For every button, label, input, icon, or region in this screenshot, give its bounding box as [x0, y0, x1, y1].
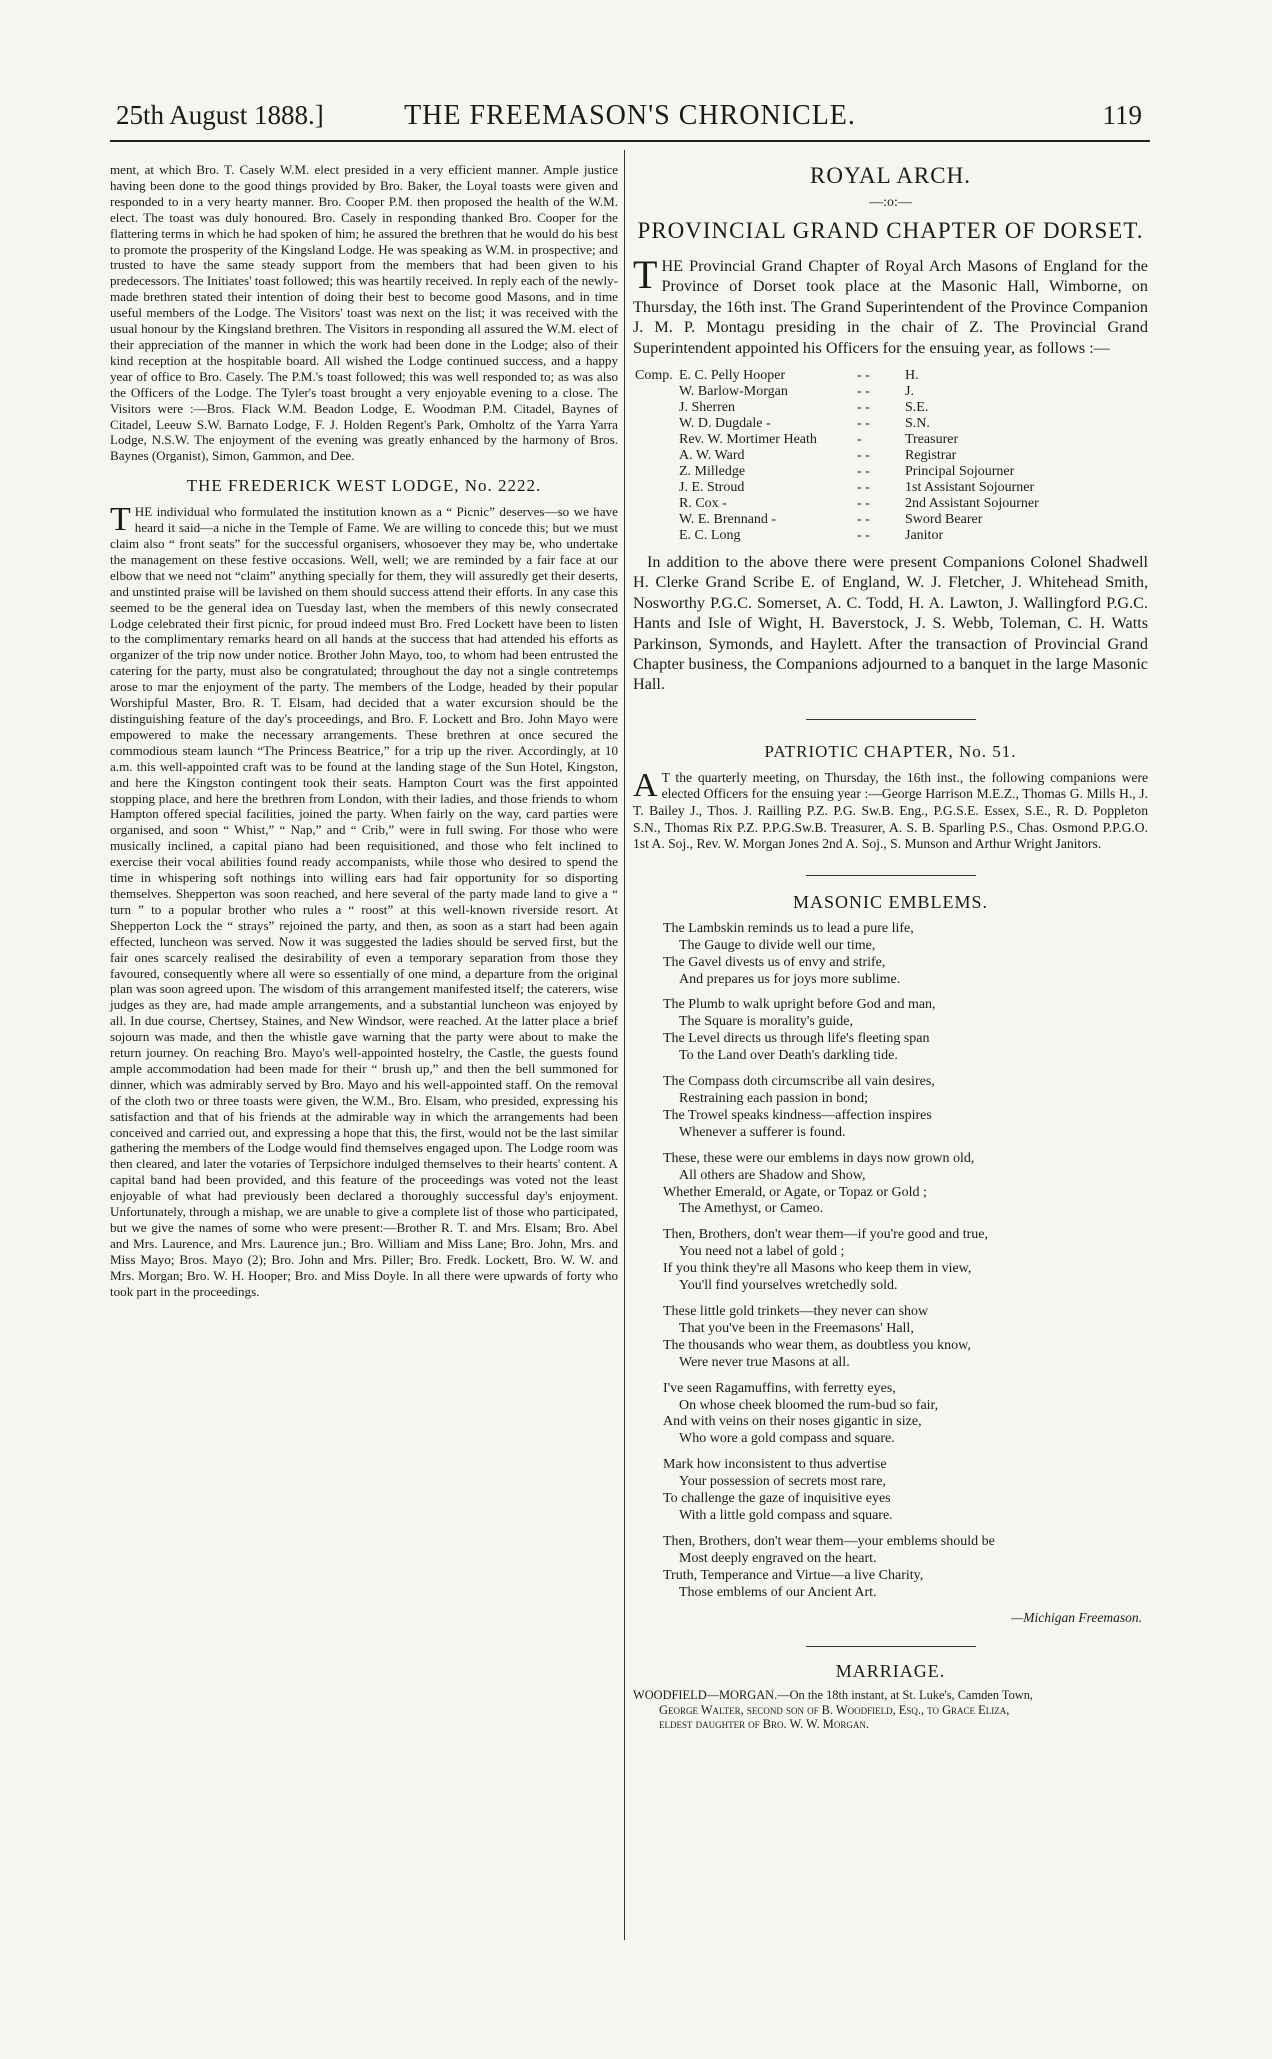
poem-line: And prepares us for joys more sublime.: [679, 971, 901, 987]
officers-table: [635, 368, 1039, 544]
officer-dots: - -: [857, 368, 870, 384]
drop-cap: T: [110, 501, 131, 539]
officer-office: Janitor: [905, 528, 944, 544]
royal-arch-heading: ROYAL ARCH.: [810, 163, 971, 188]
officer-name: R. Cox -: [679, 496, 727, 512]
officer-row: [635, 448, 1039, 464]
officer-office: Treasurer: [905, 432, 959, 448]
left-column: [110, 162, 618, 1300]
officer-office: Principal Sojourner: [905, 464, 1015, 480]
pgc-intro-text: HE Provincial Grand Chapter of Royal Arch Masons of England for the Province of Dorset took place at the Masonic Hall, Wimborne, on Thursday, the 16th inst. The Grand Superintendent of the Province Companion J. M. P. Montagu presiding in the chair of Z. The Provincial Grand Superintendent appointed his Officers for the ensuing year, as follows :—: [633, 257, 1148, 357]
officer-name: J. Sherren: [679, 400, 735, 416]
poem-line: Then, Brothers, don't wear them—if you're good and true,: [663, 1227, 989, 1243]
officer-name: W. D. Dugdale -: [679, 416, 771, 432]
poem-line: Who wore a gold compass and square.: [679, 1431, 895, 1447]
pgc-intro: [633, 252, 1148, 358]
poem-stanza: [663, 997, 1148, 1065]
poem-line: These little gold trinkets—they never can show: [663, 1303, 929, 1319]
officer-prefix: [635, 400, 679, 416]
page-number: 119: [1102, 100, 1142, 130]
poem-line: The Trowel speaks kindness—affection inspires: [663, 1107, 932, 1123]
issue-date: 25th August 1888.]: [116, 100, 324, 130]
poem-line: Those emblems of our Ancient Art.: [679, 1584, 877, 1600]
patriotic-chapter-text: T the quarterly meeting, on Thursday, the 16th inst., the following companions were elected Officers for the ensuing year :—George Harrison M.E.Z., Thomas G. Mills H., J. T. Bailey J., Thos. J. Railling P.Z. P.G. Sw.B. Eng., P.G.S.E. Essex, S.E., R. D. Poppleton S.N., Thomas Rix P.Z. P.P.G.Sw.B. Treasurer, A. S. B. Sparling P.S., Chas. Osmond P.P.G.O. 1st A. Soj., Rev. W. Morgan Jones 2nd A. Soj., S. Munson and Arthur Wright Janitors.: [633, 769, 1148, 852]
officer-prefix: [635, 480, 679, 496]
officer-row: [635, 368, 1039, 384]
poem-line: Were never true Masons at all.: [679, 1354, 850, 1370]
officer-office: 2nd Assistant Sojourner: [905, 496, 1039, 512]
marriage-line: George Walter, second son of B. Woodfield, Esq., to Grace Eliza,: [659, 1702, 1010, 1717]
poem-line: Your possession of secrets most rare,: [679, 1474, 886, 1490]
page-header: [110, 96, 1150, 142]
officer-dots: - -: [857, 400, 870, 416]
poem-line: The Amethyst, or Cameo.: [679, 1201, 824, 1217]
provincial-grand-chapter-heading: PROVINCIAL GRAND CHAPTER OF DORSET.: [637, 218, 1144, 243]
pgc-companions-present: In addition to the above there were present Companions Colonel Shadwell H. Clerke Grand Scribe E. of England, W. J. Fletcher, J. Whitehead Smith, Nosworthy P.G.C. Somerset, A. C. Todd, H. A. Lawton, J. Wallingford P.G.C. Hants and Isle of Wight, H. Baverstock, J. S. Webb, Toleman, C. H. Watts Parkinson, Symonds, and Haylett. After the transaction of Provincial Grand Chapter business, the Companions adjourned to a banquet in the large Masonic Hall.: [633, 553, 1148, 694]
officer-dots: -: [857, 432, 862, 448]
poem-line: You'll find yourselves wretchedly sold.: [679, 1278, 898, 1294]
poem-stanza: [663, 1457, 1148, 1525]
officer-row: [635, 384, 1039, 400]
frederick-west-text: HE individual who formulated the institution known as a “ Picnic” deserves—so we have heard it said—a niche in the Temple of Fame. We are willing to concede this; but we must claim also “ front seats” for the successful organisers, whosoever they may be, who undertake the management on these festive occasions. Well, well; we are reminded by a fair face at our elbow that we need not “claim” anything specially for them, they will assuredly get their deserts, and unstinted praise will be lavished on them should success attend their efforts. In any case this seemed to be the general idea on Tuesday last, when the members of this newly consecrated Lodge celebrated their first picnic, for proud indeed must Bro. Fred Lockett have been to listen to the complimentary remarks heard on all hands at the success that had attended his efforts as organizer of the trip now under notice. Brother John Mayo, too, to whom had been entrusted the catering for the party, must also be congratulated; throughout the day not a single contretemps arose to mar the enjoyment of the party. The members of the Lodge, headed by their popular Worshipful Master, Bro. R. T. Elsam, had decided that a water excursion should be the distinguishing feature of the day's proceedings, and Bro. F. Lockett and Bro. John Mayo were empowered to make the necessary arrangements. These brethren at once secured the commodious steam launch “The Princess Beatrice,” for a trip up the river. Accordingly, at 10 a.m. this well-appointed craft was to be found at the landing stage of the Sun Hotel, Kingston, and here the Kingston contingent took their seats. Hampton Court was the first appointed stopping place, and here the brethren from London, with their ladies, and those friends to whom Hampton offered special facilities, joined the party. When fairly on the way, card parties were organised, and soon “ Whist,” “ Nap,” and “ Crib,” were in full swing. For those who were musically inclined, a capital piano had been requisitioned, and those who felt inclined to exercise their vocal abilities found ready accompanists, while those who desired to spend the time in whispering soft nothings into willing ears had fair opportunity for so disporting themselves. Shepperton was soon reached, and here several of the party made land to give a “ turn ” to a popular brother who rules a “ roost” at this well-known riverside resort. At Shepperton Lock the “ strays” rejoined the party, and then, as soon as a start had been again effected, luncheon was served. Now it was suggested the ladies should be served first, but the fair ones scarcely realised the desirability of even a temporary separation from those they favoured, consequently where all were so essentially of one mind, a departure from the original plan was soon agreed upon. The wisdom of this arrangement manifested itself; the caterers, wise judges as they are, had made ample arrangements, and a substantial luncheon was enjoyed by all. In due course, Chertsey, Staines, and New Windsor, were reached. At the latter place a brief sojourn was made, and then the whistle gave warning that the party were about to make the return journey. On reaching Bro. Mayo's well-appointed hostelry, the Castle, the guests found ample accommodation had been made for their “ brush up,” and then the bell summoned for dinner, which was admirably served by Bro. Mayo and his well-appointed staff. On the removal of the cloth two or three toasts were given, the W.M., Bro. Elsam, who presided, expressing his satisfaction and that of his friends at the admirable way in which the arrangements had been conceived and carried out, and expressing a hope that this, the first, would not be the last similar gathering the members of the Lodge would find themselves engaged upon. The Lodge room was then cleared, and later the votaries of Terpsichore indulged themselves to their hearts' content. A capital band had been provided, and this feature of the proceedings was voted not the least enjoyable of what had previously been declared a thoroughly successful day's enjoyment. Unfortunately, through a mishap, we are unable to give a complete list of those who participated, but we give the names of some who were present:—Brother R. T. and Mrs. Elsam; Bro. Abel and Mrs. Laurence, and Mrs. Laurence jun.; Bro. William and Miss Lane; Bro. John, Mrs. and Miss Mayo; Bros. Mayo (2); Bro. John and Mrs. Piller; Bro. Fredk. Lockett, Bro. W. W. and Mrs. Morgan; Bro. W. H. Hooper; Bro. and Miss Doyle. In all there were upwards of forty who took part in the proceedings.: [110, 504, 618, 1299]
officer-dots: - -: [857, 448, 870, 464]
right-column: [633, 162, 1148, 1731]
poem-line: The Gavel divests us of envy and strife,: [663, 954, 886, 970]
section-rule: [806, 875, 976, 876]
patriotic-chapter-body: [633, 766, 1148, 853]
poem-stanza: [663, 1151, 1148, 1219]
poem-line: Whenever a sufferer is found.: [679, 1124, 846, 1140]
poem-line: Then, Brothers, don't wear them—your emblems should be: [663, 1533, 995, 1549]
kingsland-lodge-continued: ment, at which Bro. T. Casely W.M. elect presided in a very efficient manner. Ample justice having been done to the good things provided by Bro. Baker, the Loyal toasts were given and responded to in a very hearty manner. Bro. Cooper P.M. then proposed the health of the W.M. elect. The toast was duly honoured. Bro. Casely in responding thanked Bro. Cooper for the flattering terms in which he had spoken of him; he assured the brethren that he would do his best to promote the prosperity of the Kingsland Lodge. He was speaking as W.M. in prospective; and trusted to have the same steady support from the members that had been given to his predecessors. The Initiates' toast followed; this was heartily received. In reply each of the newly-made brethren stated their intention of doing their best to become good Masons, and in time useful members of the Lodge. The Visitors' toast was next on the list; it was received with the usual honour by the Kingsland brethren. The Visitors in responding all assured the W.M. elect of their appreciation of the manner in which the work had been done in the Lodge; also of their kind reception at the hospitable board. All wished the Lodge continued success, and a happy year of office to Bro. Casely. The P.M.'s toast followed; this was well responded to; as was also the Officers of the Lodge. The Tyler's toast brought a very enjoyable evening to a close. The Visitors were :—Bros. Flack W.M. Beadon Lodge, E. Woodman P.M. Citadel, Baynes of Citadel, Leeuw S.W. Barnato Lodge, F. J. Holden Regent's Park, Omholtz of the Yarra Yarra Lodge, N.S.W. The enjoyment of the evening was greatly enhanced by the harmony of Bros. Baynes (Organist), Simon, Gammon, and Dee.: [110, 162, 618, 464]
officer-dots: - -: [857, 496, 870, 512]
officer-prefix: [635, 416, 679, 432]
officer-office: S.E.: [905, 400, 929, 416]
poem-line: The Gauge to divide well our time,: [679, 937, 876, 953]
patriotic-chapter-title: PATRIOTIC CHAPTER, No. 51.: [764, 741, 1017, 761]
officer-name: W. E. Brennand -: [679, 512, 777, 528]
poem-line: The Square is morality's guide,: [679, 1014, 853, 1030]
officer-row: [635, 464, 1039, 480]
column-divider: [624, 150, 625, 1940]
poem-line: To challenge the gaze of inquisitive eyes: [663, 1491, 891, 1507]
officer-prefix: [635, 384, 679, 400]
masonic-emblems-poem: [663, 921, 1148, 1602]
officer-prefix: [635, 432, 679, 448]
officer-name: W. Barlow-Morgan: [679, 384, 788, 400]
section-rule: [806, 719, 976, 720]
poem-line: All others are Shadow and Show,: [679, 1167, 866, 1183]
officer-name: E. C. Long: [679, 528, 741, 544]
drop-cap: A: [633, 766, 658, 804]
poem-line: The Level directs us through life's fleeting span: [663, 1031, 930, 1047]
poem-line: The Compass doth circumscribe all vain desires,: [663, 1074, 935, 1090]
poem-line: The Plumb to walk upright before God and man,: [663, 997, 936, 1013]
officer-office: Sword Bearer: [905, 512, 983, 528]
marriage-title: MARRIAGE.: [835, 1661, 946, 1682]
officer-prefix: [635, 448, 679, 464]
officer-dots: - -: [857, 512, 870, 528]
officer-prefix: [635, 512, 679, 528]
poem-line: The thousands who wear them, as doubtless you know,: [663, 1337, 971, 1353]
officer-dots: - -: [857, 480, 870, 496]
masonic-emblems-title: MASONIC EMBLEMS.: [792, 891, 989, 912]
poem-line: If you think they're all Masons who keep them in view,: [663, 1261, 972, 1277]
officer-prefix: Comp.: [635, 368, 673, 384]
poem-line: I've seen Ragamuffins, with ferretty eyes,: [663, 1380, 896, 1396]
officer-row: [635, 432, 1039, 448]
officer-name: Rev. W. Mortimer Heath: [679, 432, 817, 448]
poem-stanza: [663, 1074, 1148, 1142]
poem-stanza: [663, 921, 1148, 989]
poem-line: Mark how inconsistent to thus advertise: [663, 1457, 887, 1473]
poem-line: Most deeply engraved on the heart.: [679, 1550, 877, 1566]
officer-office: H.: [905, 368, 919, 384]
poem-line: You need not a label of gold ;: [679, 1244, 845, 1260]
poem-line: And with veins on their noses gigantic in size,: [663, 1414, 922, 1430]
officer-prefix: [635, 528, 679, 544]
poem-line: Whether Emerald, or Agate, or Topaz or Gold ;: [663, 1184, 927, 1200]
publication-title: THE FREEMASON'S CHRONICLE.: [404, 100, 856, 131]
marriage-line: WOODFIELD—MORGAN.—On the 18th instant, at St. Luke's, Camden Town,: [633, 1688, 1034, 1703]
section-separator: —:o:—: [869, 195, 912, 210]
officer-row: [635, 496, 1039, 512]
officer-dots: - -: [857, 416, 870, 432]
officer-row: [635, 528, 1039, 544]
poem-line: The Lambskin reminds us to lead a pure life,: [663, 920, 914, 936]
officer-prefix: [635, 464, 679, 480]
poem-stanza: [663, 1534, 1148, 1602]
officer-name: Z. Milledge: [679, 464, 746, 480]
frederick-west-lodge-body: [110, 501, 618, 1299]
drop-cap: T: [633, 252, 658, 297]
poem-line: With a little gold compass and square.: [679, 1507, 893, 1523]
poem-stanza: [663, 1381, 1148, 1449]
officer-office: Registrar: [905, 448, 957, 464]
officer-office: 1st Assistant Sojourner: [905, 480, 1035, 496]
officer-prefix: [635, 496, 679, 512]
poem-line: To the Land over Death's darkling tide.: [679, 1048, 898, 1064]
officer-office: S.N.: [905, 416, 930, 432]
officer-row: [635, 400, 1039, 416]
officer-row: [635, 416, 1039, 432]
poem-attribution: —Michigan Freemason.: [1011, 1610, 1142, 1626]
officer-dots: - -: [857, 528, 870, 544]
officer-row: [635, 512, 1039, 528]
poem-stanza: [663, 1304, 1148, 1372]
poem-line: Truth, Temperance and Virtue—a live Charity,: [663, 1567, 924, 1583]
poem-line: On whose cheek bloomed the rum-bud so fair,: [679, 1397, 939, 1413]
officer-office: J.: [905, 384, 914, 400]
officer-name: J. E. Stroud: [679, 480, 745, 496]
officer-name: E. C. Pelly Hooper: [679, 368, 786, 384]
marriage-line: eldest daughter of Bro. W. W. Morgan.: [659, 1716, 869, 1731]
officer-dots: - -: [857, 384, 870, 400]
section-rule: [806, 1646, 976, 1647]
frederick-west-lodge-title: THE FREDERICK WEST LODGE, No. 2222.: [186, 476, 542, 496]
marriage-notice: [633, 1688, 1148, 1731]
officer-name: A. W. Ward: [679, 448, 745, 464]
poem-line: Restraining each passion in bond;: [679, 1091, 868, 1106]
officer-row: [635, 480, 1039, 496]
poem-stanza: [663, 1227, 1148, 1295]
poem-line: That you've been in the Freemasons' Hall,: [679, 1320, 914, 1336]
poem-line: These, these were our emblems in days now grown old,: [663, 1150, 975, 1166]
officer-dots: - -: [857, 464, 870, 480]
